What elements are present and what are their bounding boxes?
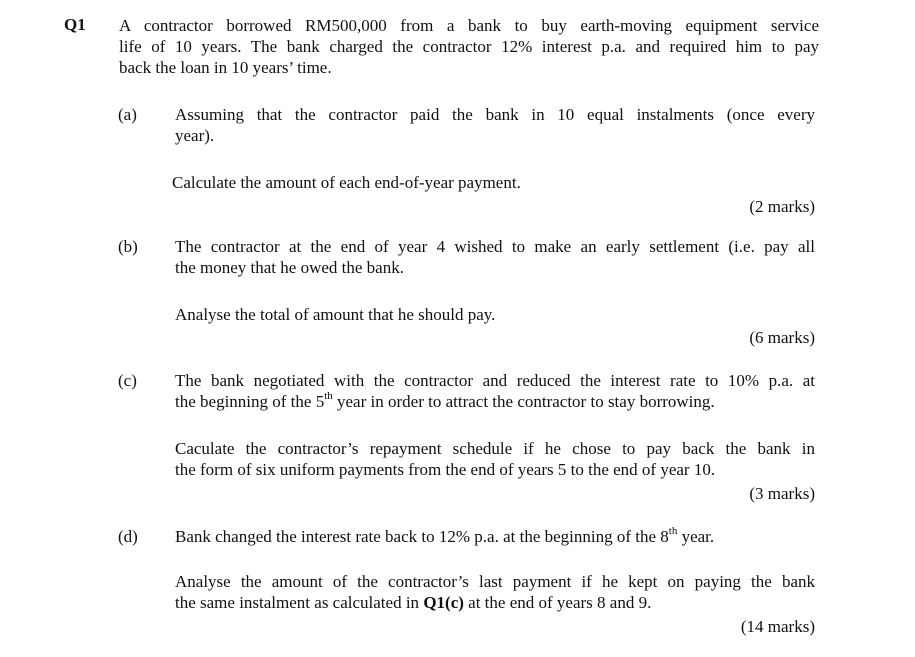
- part-b-line-1: The contractor at the end of year 4 wished to make an early settlement (i.e. pay all: [175, 237, 815, 256]
- intro-line-2: life of 10 years. The bank charged the contractor 12% interest p.a. and required him to pay: [119, 37, 819, 56]
- part-c-task: [175, 438, 815, 480]
- part-c-label: (c): [118, 371, 137, 390]
- part-c-task-line-1: Caculate the contractor’s repayment schedule if he chose to pay back the bank in: [175, 439, 815, 458]
- question-reference: Q1(c): [423, 593, 464, 612]
- part-b-line-2: the money that he owed the bank.: [175, 258, 404, 277]
- part-c-marks: (3 marks): [749, 484, 815, 503]
- part-c-line-1: The bank negotiated with the contractor and reduced the interest rate to 10% p.a. at: [175, 371, 815, 390]
- part-d-task-line-2: the same instalment as calculated in Q1(c) at the end of years 8 and 9.: [175, 593, 652, 612]
- question-number: Q1: [64, 15, 86, 34]
- intro-line-3: back the loan in 10 years’ time.: [119, 58, 332, 77]
- part-a-line-1: Assuming that the contractor paid the bank in 10 equal instalments (once every: [175, 105, 815, 124]
- part-c-task-line-2: the form of six uniform payments from the end of years 5 to the end of year 10.: [175, 460, 716, 479]
- intro-line-1: A contractor borrowed RM500,000 from a bank to buy earth-moving equipment service: [119, 16, 819, 35]
- part-a-marks: (2 marks): [749, 197, 815, 216]
- part-b-task: Analyse the total of amount that he should pay.: [175, 305, 496, 324]
- part-d-line-1: Bank changed the interest rate back to 12% p.a. at the beginning of the 8th year.: [175, 525, 715, 546]
- part-c-statement: [175, 370, 815, 412]
- part-a-task: Calculate the amount of each end-of-year payment.: [172, 173, 521, 192]
- part-d-marks: (14 marks): [740, 617, 815, 636]
- part-d-label: (d): [118, 527, 138, 546]
- part-c-line-2: the beginning of the 5th year in order to attract the contractor to stay borrowing.: [175, 390, 715, 411]
- part-a-statement: [175, 104, 815, 146]
- part-d-task: [175, 571, 815, 613]
- question-intro: [119, 15, 819, 78]
- part-b-statement: [175, 236, 815, 278]
- part-d-task-line-1: Analyse the amount of the contractor’s last payment if he kept on paying the bank: [175, 572, 815, 591]
- part-a-line-2: year).: [175, 126, 215, 145]
- part-d-statement: [175, 526, 815, 547]
- part-b-label: (b): [118, 237, 138, 256]
- part-a-label: (a): [118, 105, 137, 124]
- part-b-marks: (6 marks): [749, 328, 815, 347]
